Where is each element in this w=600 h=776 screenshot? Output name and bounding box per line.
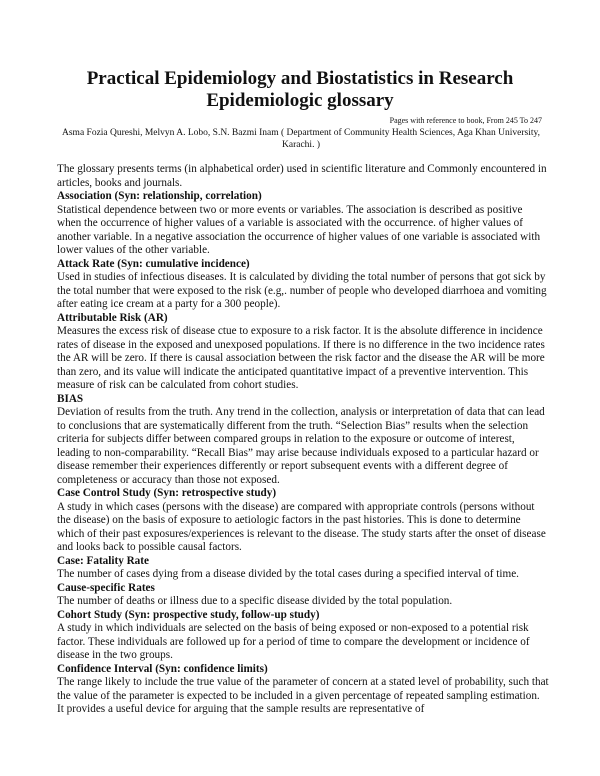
document-subtitle: Epidemiologic glossary (206, 90, 394, 111)
glossary-term: Cohort Study (Syn: prospective study, follow-up study) (57, 608, 320, 621)
glossary-term: Cause-specific Rates (57, 581, 155, 594)
glossary-term: BIAS (57, 392, 84, 405)
glossary-definition: A study in which cases (persons with the disease) are compared with appropriate controls (persons without the disease) on the basis of exposure to aetiologic factors in the past histories. This is done to determine which of their past exposures/experiences is relevant to the disease. The study starts after the onset of disease and looks back to possible causal factors. (57, 500, 546, 553)
page-reference: Pages with reference to book, From 245 To 247 (389, 116, 542, 125)
glossary-term: Attack Rate (Syn: cumulative incidence) (57, 257, 250, 270)
author-affiliation: Asma Fozia Qureshi, Melvyn A. Lobo, S.N. Bazmi Inam ( Department of Community Health Sciences, Aga Khan University, Karachi. ) (62, 128, 540, 150)
glossary-definition: The range likely to include the true value of the parameter of concern at a stated level of probability, such that the value of the parameter is expected to be included in a given percentage of repeated sampling estimation. It provides a useful device for arguing that the sample results are representative of (57, 676, 549, 715)
document-title: Practical Epidemiology and Biostatistics in Research (86, 68, 514, 89)
glossary-term: Association (Syn: relationship, correlation) (57, 190, 262, 202)
glossary-definition: A study in which individuals are selected on the basis of being exposed or non-exposed to a potential risk factor. These individuals are followed up for a period of time to compare the development or incidence of disease in the two groups. (57, 622, 530, 661)
glossary-definition: Measures the excess risk of disease ctue to exposure to a risk factor. It is the absolute difference in incidence rates of disease in the exposed and unexposed populations. If there is no difference in the two incidence rates the AR will be zero. If there is causal association between the risk factor and the disease the AR will be more than zero, and its value will indicate the anticipated quantitative impact of a preventive intervention. This measure of risk can be calculated from cohort studies. (57, 325, 545, 391)
glossary-body (57, 163, 549, 717)
glossary-term: Case: Fatality Rate (57, 554, 149, 567)
glossary-term: Case Control Study (Syn: retrospective study) (57, 487, 277, 499)
glossary-definition: The number of deaths or illness due to a specific disease divided by the total population. (57, 595, 453, 607)
glossary-term: Attributable Risk (AR) (57, 311, 168, 324)
glossary-definition: Statistical dependence between two or more events or variables. The association is described as positive when the occurrence of higher values of a variable is associated with the occurrence. of higher values of another variable. In a negative association the occurrence of higher values of one variable is associated with lower values of the other variable. (57, 203, 541, 256)
glossary-definition: Used in studies of infectious diseases. It is calculated by dividing the total number of persons that got sick by the total number that were exposed to the risk (e.g,. number of people who developed diarrhoea and vomiting after eating ice cream at a party for a 300 people). (57, 271, 547, 310)
glossary-term: Confidence Interval (Syn: confidence limits) (57, 662, 268, 675)
glossary-definition: Deviation of results from the truth. Any trend in the collection, analysis or interpretation of data that can lead to conclusions that are systematically different from the truth. “Selection Bias” results when the selection criteria for subjects differ between compared groups in relation to the exposure or outcome of interest, leading to non-comparability. “Recall Bias” may arise because individuals exposed to a particular hazard or disease remember their experiences differently or report subsequent events with a different degree of completeness or accuracy than those not exposed. (57, 406, 545, 486)
glossary-definition: The number of cases dying from a disease divided by the total cases during a specified interval of time. (57, 568, 519, 580)
intro-paragraph: The glossary presents terms (in alphabetical order) used in scientific literature and Commonly encountered in articles, books and journals. (57, 163, 547, 189)
